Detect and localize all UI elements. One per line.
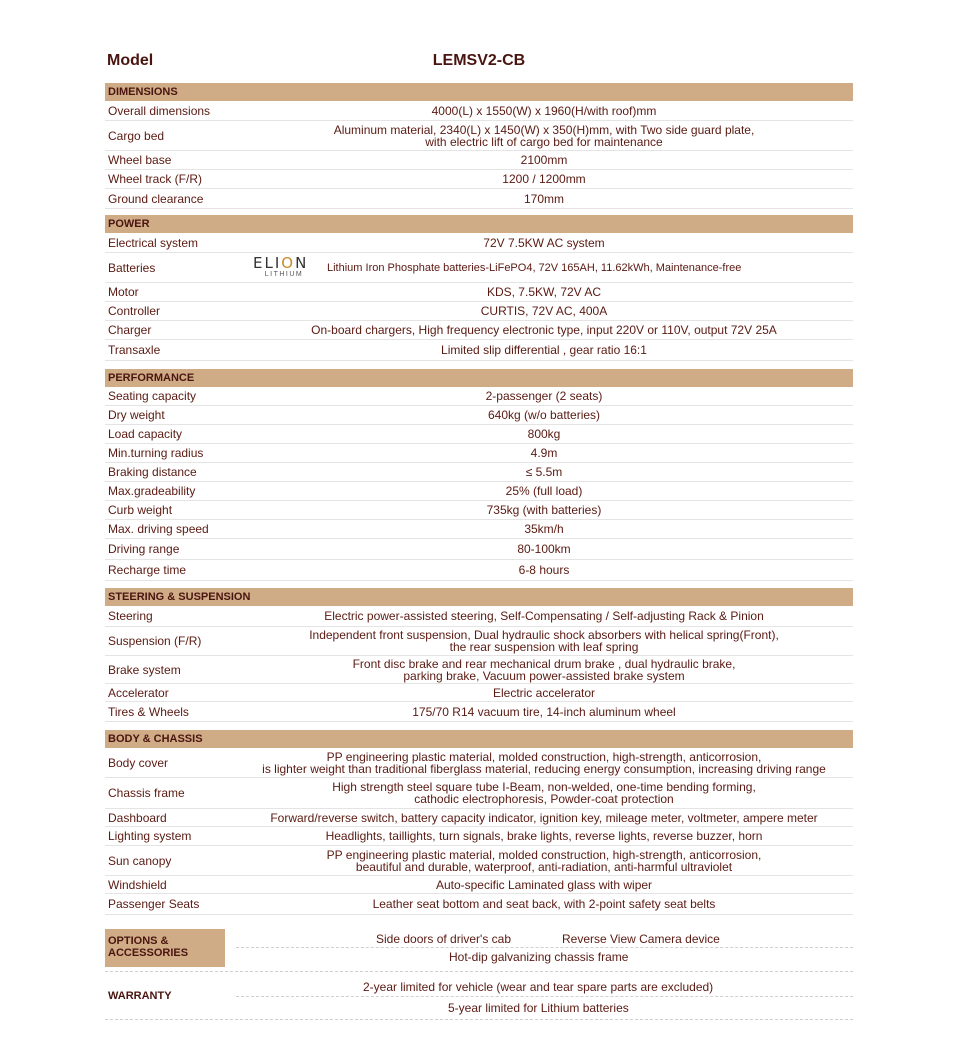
warranty-divider <box>236 996 853 997</box>
spec-value-line: Electric accelerator <box>492 685 596 700</box>
spec-label: Min.turning radius <box>108 446 204 460</box>
spec-value-line: Headlights, taillights, turn signals, brake lights, reverse lights, reverse buzzer, horn <box>325 829 763 843</box>
spec-value <box>235 849 853 873</box>
spec-row <box>105 444 853 463</box>
spec-row <box>105 406 853 425</box>
spec-label: Windshield <box>108 877 167 892</box>
spec-value-line: PP engineering plastic material, molded construction, high-strength, anticorrosion, <box>326 847 762 862</box>
spec-row <box>105 606 853 627</box>
spec-value-line: is lighter weight than traditional fiberglass material, reducing energy consumption, increasing driving range <box>262 761 826 776</box>
spec-row <box>105 894 853 915</box>
spec-label: Seating capacity <box>108 389 197 403</box>
spec-row <box>105 827 853 846</box>
spec-value-line: 80-100km <box>517 542 571 556</box>
spec-label: Accelerator <box>108 685 169 700</box>
spec-value <box>235 105 853 117</box>
spec-row <box>105 387 853 406</box>
model-label: Model <box>107 52 154 69</box>
spec-value-line: 175/70 R14 vacuum tire, 14-inch aluminum wheel <box>412 704 676 719</box>
spec-row <box>105 121 853 151</box>
spec-value <box>235 409 853 421</box>
spec-label: Wheel track (F/R) <box>108 172 203 186</box>
spec-value <box>235 428 853 440</box>
spec-label: Ground clearance <box>108 191 204 206</box>
spec-label: Braking distance <box>108 465 197 479</box>
spec-label: Sun canopy <box>108 853 172 868</box>
spec-row <box>105 539 853 560</box>
section-header-dimensions: DIMENSIONS <box>105 83 853 101</box>
spec-value <box>235 173 853 185</box>
spec-row <box>105 482 853 501</box>
spec-value <box>235 706 853 718</box>
spec-row <box>105 627 853 656</box>
spec-label: Electrical system <box>108 235 199 250</box>
spec-row <box>105 846 853 876</box>
section-header-steering: STEERING & SUSPENSION <box>105 588 853 606</box>
spec-value-line: 72V 7.5KW AC system <box>483 235 605 250</box>
spec-label: Max.gradeability <box>108 484 196 498</box>
section-header-power: POWER <box>105 215 853 233</box>
warranty-batteries: 5-year limited for Lithium batteries <box>448 1001 629 1015</box>
spec-value-line: 2-passenger (2 seats) <box>485 389 603 403</box>
spec-value-line: KDS, 7.5KW, 72V AC <box>486 285 602 299</box>
spec-row <box>105 101 853 121</box>
spec-label: Dashboard <box>108 810 167 825</box>
spec-row <box>105 702 853 722</box>
spec-value-line: 25% (full load) <box>505 484 583 498</box>
spec-value-line: PP engineering plastic material, molded construction, high-strength, anticorrosion, <box>326 749 762 764</box>
spec-row <box>105 151 853 170</box>
spec-value <box>235 687 853 699</box>
spec-label: Suspension (F/R) <box>108 634 202 648</box>
warranty-heading: WARRANTY <box>108 990 172 1002</box>
spec-label: Driving range <box>108 542 180 556</box>
options-divider <box>236 947 853 948</box>
spec-value-line: Auto-specific Laminated glass with wiper <box>435 877 653 892</box>
spec-row <box>105 748 853 778</box>
spec-value-line: Forward/reverse switch, battery capacity indicator, ignition key, mileage meter, voltmeter, ampere meter <box>270 810 818 825</box>
spec-row <box>105 233 853 253</box>
spec-value <box>235 485 853 497</box>
spec-value <box>235 781 853 805</box>
spec-row <box>105 778 853 809</box>
spec-value <box>235 286 853 298</box>
spec-value-line: cathodic electrophoresis, Powder-coat protection <box>414 792 674 806</box>
spec-row <box>105 253 853 283</box>
spec-value-line: 170mm <box>523 191 564 206</box>
elion-logo <box>253 253 315 280</box>
spec-value <box>235 629 853 653</box>
spec-value <box>235 564 853 576</box>
spec-value <box>235 543 853 555</box>
spec-row <box>105 425 853 444</box>
elion-logo-wordmark: ELION <box>253 253 309 272</box>
spec-value-line: 800kg <box>527 427 561 441</box>
spec-value-line: 4.9m <box>530 446 558 460</box>
spec-row <box>105 684 853 702</box>
spec-label: Recharge time <box>108 563 187 577</box>
title-row <box>105 52 853 74</box>
spec-value-line: 640kg (w/o batteries) <box>487 408 601 422</box>
spec-row <box>105 283 853 302</box>
spec-value-line: parking brake, Vacuum power-assisted brake system <box>403 668 685 683</box>
spec-value <box>235 237 853 249</box>
spec-value-line: CURTIS, 72V AC, 400A <box>480 304 608 318</box>
spec-value-line: 735kg (with batteries) <box>486 503 602 517</box>
option-side-doors: Side doors of driver's cab <box>376 932 512 946</box>
option-camera: Reverse View Camera device <box>562 932 720 946</box>
spec-value-line: Independent front suspension, Dual hydraulic shock absorbers with helical spring(Front), <box>309 628 779 642</box>
spec-value-line: with electric lift of cargo bed for maintenance <box>425 134 663 149</box>
options-bottom-divider <box>105 971 853 972</box>
spec-value-line: the rear suspension with leaf spring <box>449 640 639 654</box>
spec-value <box>235 610 853 622</box>
spec-label: Max. driving speed <box>108 522 209 536</box>
spec-value <box>235 751 853 775</box>
options-heading-line1: OPTIONS & <box>108 935 169 947</box>
spec-row <box>105 321 853 340</box>
options-heading <box>105 929 225 967</box>
spec-value-line: On-board chargers, High frequency electronic type, input 220V or 110V, output 72V 25A <box>311 323 777 337</box>
spec-row <box>105 501 853 520</box>
warranty-bottom-divider <box>105 1019 853 1020</box>
spec-value <box>235 504 853 516</box>
spec-value <box>235 523 853 535</box>
spec-label: Tires & Wheels <box>108 704 189 719</box>
spec-label: Body cover <box>108 755 169 770</box>
option-galvanizing: Hot-dip galvanizing chassis frame <box>449 950 629 964</box>
spec-label: Cargo bed <box>108 128 165 143</box>
spec-value-line: Leather seat bottom and seat back, with 2-point safety seat belts <box>372 897 716 911</box>
spec-value <box>235 324 853 336</box>
spec-value <box>235 830 853 842</box>
spec-row <box>105 560 853 581</box>
spec-value-line: 1200 / 1200mm <box>502 172 586 186</box>
spec-value <box>235 658 853 682</box>
spec-label: Transaxle <box>108 343 161 357</box>
spec-value <box>235 124 853 148</box>
spec-row <box>105 876 853 894</box>
spec-value: Lithium Iron Phosphate batteries-LiFePO4, 72V 165AH, 11.62kWh, Maintenance-free <box>327 261 742 274</box>
spec-value <box>235 193 853 205</box>
spec-label: Wheel base <box>108 153 172 167</box>
spec-row <box>105 340 853 361</box>
spec-value <box>235 879 853 891</box>
spec-value-line: 6-8 hours <box>518 563 570 577</box>
spec-value <box>235 154 853 166</box>
section-header-performance: PERFORMANCE <box>105 369 853 387</box>
spec-label: Charger <box>108 323 152 337</box>
spec-value <box>235 447 853 459</box>
spec-label: Chassis frame <box>108 786 185 800</box>
spec-label: Motor <box>108 285 139 299</box>
spec-value-line: High strength steel square tube I-Beam, non-welded, one-time bending forming, <box>332 780 756 794</box>
spec-value-line: 2100mm <box>520 153 568 167</box>
spec-label: Dry weight <box>108 408 165 422</box>
spec-row <box>105 520 853 539</box>
section-header-body: BODY & CHASSIS <box>105 730 853 748</box>
spec-row <box>105 809 853 827</box>
spec-row <box>105 170 853 189</box>
spec-value-line: Electric power-assisted steering, Self-Compensating / Self-adjusting Rack & Pinion <box>324 609 764 623</box>
spec-value <box>235 812 853 824</box>
spec-label: Curb weight <box>108 503 173 517</box>
spec-label: Load capacity <box>108 427 183 441</box>
warranty-vehicle: 2-year limited for vehicle (wear and tear spare parts are excluded) <box>363 980 714 994</box>
spec-row <box>105 302 853 321</box>
spec-row <box>105 656 853 684</box>
spec-label: Controller <box>108 304 161 318</box>
spec-label: Overall dimensions <box>108 103 211 118</box>
spec-value <box>235 898 853 910</box>
spec-row <box>105 463 853 482</box>
spec-value-line: Front disc brake and rear mechanical drum brake , dual hydraulic brake, <box>352 656 736 671</box>
elion-logo-sub: LITHIUM <box>264 270 304 278</box>
spec-value-line: Aluminum material, 2340(L) x 1450(W) x 350(H)mm, with Two side guard plate, <box>333 122 755 137</box>
spec-value-line: Limited slip differential , gear ratio 16:1 <box>441 343 647 357</box>
spec-value <box>235 305 853 317</box>
spec-value-line: 35km/h <box>524 522 564 536</box>
spec-value-line: ≤ 5.5m <box>525 465 563 479</box>
spec-label: Passenger Seats <box>108 897 200 911</box>
spec-label: Lighting system <box>108 829 192 843</box>
options-heading-line2: ACCESSORIES <box>108 947 189 959</box>
spec-row <box>105 189 853 209</box>
spec-value <box>235 466 853 478</box>
model-value: LEMSV2-CB <box>432 52 526 69</box>
spec-value-line: 4000(L) x 1550(W) x 1960(H/with roof)mm <box>431 103 657 118</box>
spec-value <box>235 390 853 402</box>
spec-value-line: beautiful and durable, waterproof, anti-radiation, anti-harmful ultraviolet <box>355 859 733 874</box>
spec-label: Steering <box>108 609 153 623</box>
spec-label: Brake system <box>108 662 181 677</box>
spec-value <box>235 344 853 356</box>
spec-label: Batteries <box>108 260 156 275</box>
